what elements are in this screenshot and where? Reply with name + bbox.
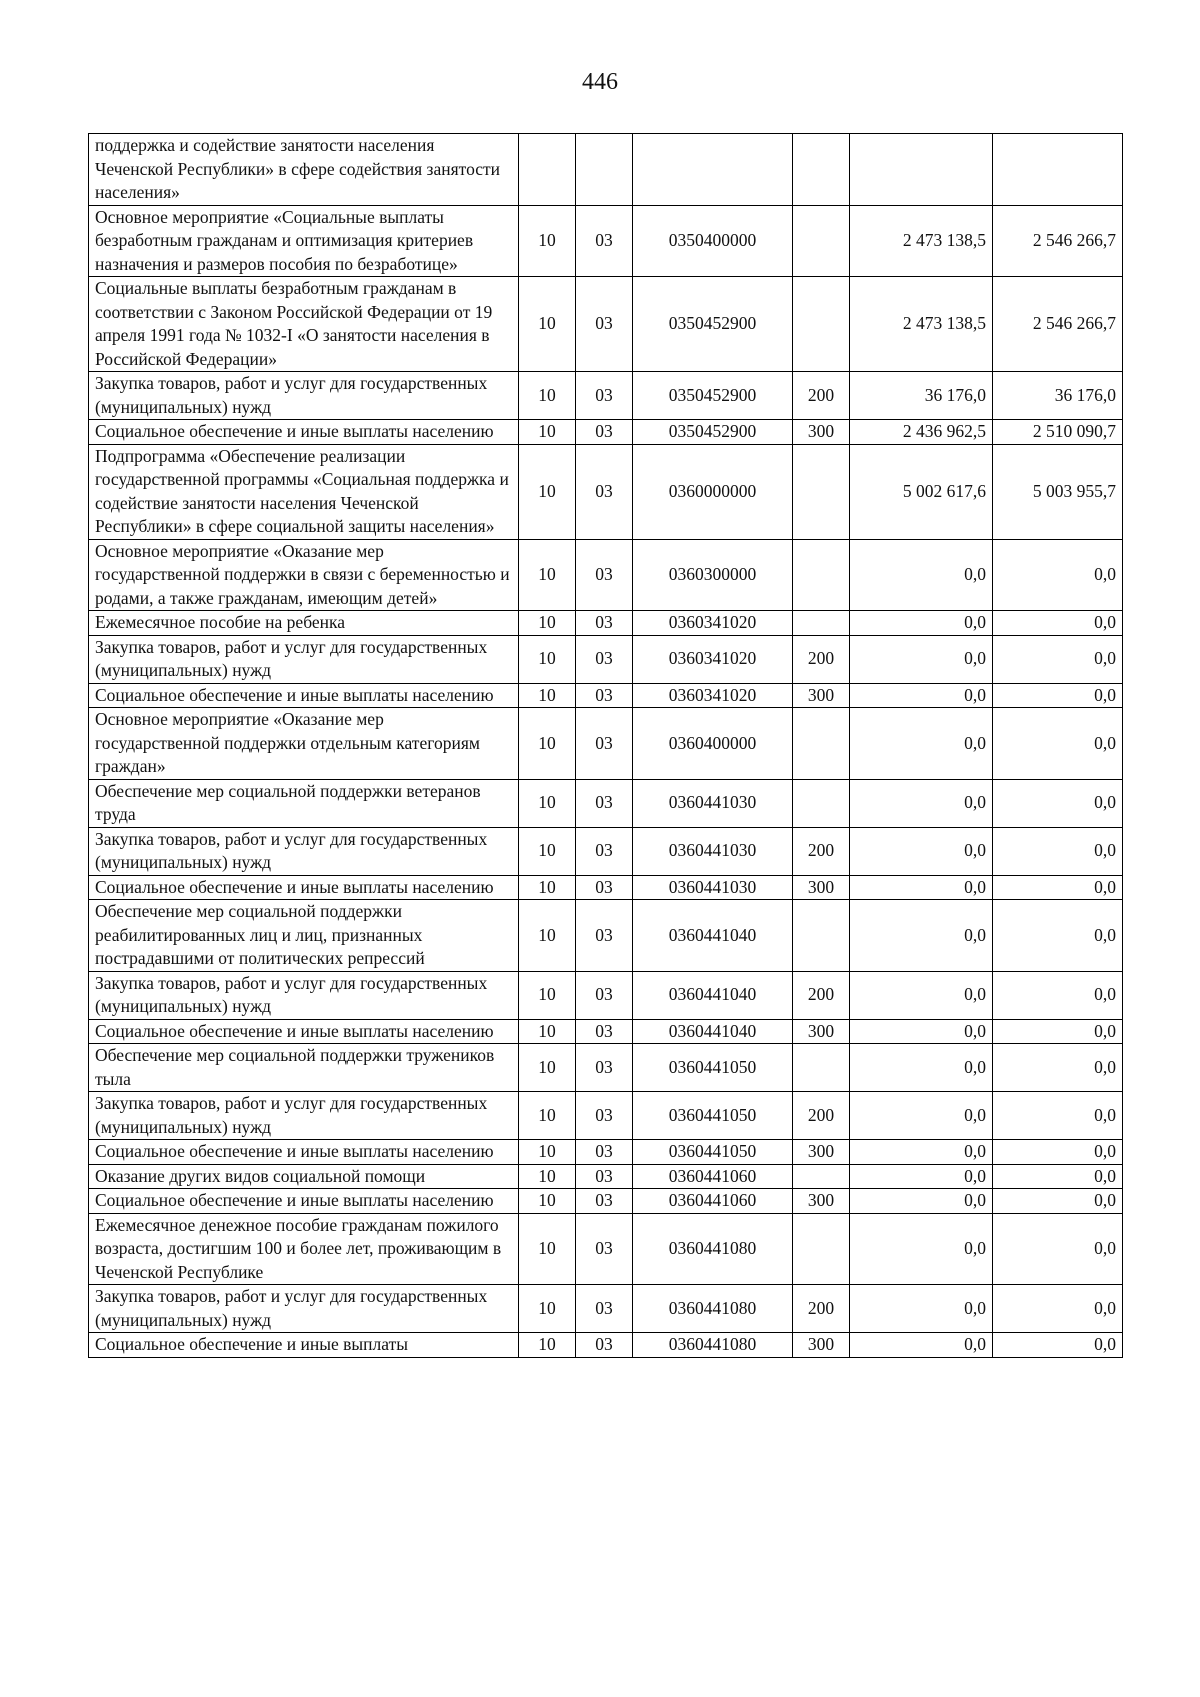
target-article-cell <box>633 134 793 206</box>
amount-year2-cell: 0,0 <box>993 1140 1123 1165</box>
item-name-cell: Ежемесячное пособие на ребенка <box>89 611 519 636</box>
expense-type-cell: 200 <box>793 971 850 1019</box>
table-row <box>89 205 1123 277</box>
subsection-code-cell <box>576 134 633 206</box>
item-name-cell: Основное мероприятие «Оказание мер государственной поддержки отдельным категориям граждан» <box>89 708 519 780</box>
subsection-code-cell: 03 <box>576 1164 633 1189</box>
table-row <box>89 635 1123 683</box>
amount-year1-cell: 0,0 <box>850 827 993 875</box>
expense-type-cell <box>793 539 850 611</box>
item-name-cell: Социальное обеспечение и иные выплаты населению <box>89 875 519 900</box>
budget-table-body <box>89 134 1123 1358</box>
item-name-cell: Социальное обеспечение и иные выплаты населению <box>89 420 519 445</box>
target-article-cell: 0360441050 <box>633 1092 793 1140</box>
target-article-cell: 0360441060 <box>633 1189 793 1214</box>
subsection-code-cell: 03 <box>576 779 633 827</box>
table-row <box>89 1285 1123 1333</box>
amount-year2-cell: 0,0 <box>993 1164 1123 1189</box>
table-row <box>89 971 1123 1019</box>
amount-year1-cell: 0,0 <box>850 1213 993 1285</box>
amount-year1-cell: 0,0 <box>850 1285 993 1333</box>
section-code-cell: 10 <box>519 1092 576 1140</box>
target-article-cell: 0350400000 <box>633 205 793 277</box>
amount-year1-cell: 0,0 <box>850 683 993 708</box>
amount-year2-cell: 0,0 <box>993 683 1123 708</box>
expense-type-cell: 300 <box>793 1189 850 1214</box>
amount-year2-cell: 0,0 <box>993 827 1123 875</box>
item-name-cell: Социальное обеспечение и иные выплаты населению <box>89 1189 519 1214</box>
table-row <box>89 900 1123 972</box>
table-row <box>89 875 1123 900</box>
item-name-cell: Закупка товаров, работ и услуг для государственных (муниципальных) нужд <box>89 372 519 420</box>
table-row <box>89 1213 1123 1285</box>
target-article-cell: 0360441080 <box>633 1285 793 1333</box>
target-article-cell: 0360000000 <box>633 444 793 539</box>
section-code-cell <box>519 134 576 206</box>
amount-year1-cell: 0,0 <box>850 1019 993 1044</box>
item-name-cell: Социальные выплаты безработным гражданам в соответствии с Законом Российской Федерации от 19 апреля 1991 года № 1032-I «О занятости населения в Российской Федерации» <box>89 277 519 372</box>
subsection-code-cell: 03 <box>576 1213 633 1285</box>
amount-year1-cell: 0,0 <box>850 779 993 827</box>
section-code-cell: 10 <box>519 444 576 539</box>
section-code-cell: 10 <box>519 1164 576 1189</box>
amount-year1-cell: 0,0 <box>850 1140 993 1165</box>
expense-type-cell: 300 <box>793 1019 850 1044</box>
target-article-cell: 0350452900 <box>633 277 793 372</box>
subsection-code-cell: 03 <box>576 277 633 372</box>
amount-year2-cell: 0,0 <box>993 1092 1123 1140</box>
table-row <box>89 827 1123 875</box>
target-article-cell: 0360400000 <box>633 708 793 780</box>
amount-year1-cell: 0,0 <box>850 635 993 683</box>
amount-year2-cell: 0,0 <box>993 539 1123 611</box>
expense-type-cell: 200 <box>793 1092 850 1140</box>
target-article-cell: 0350452900 <box>633 372 793 420</box>
section-code-cell: 10 <box>519 277 576 372</box>
subsection-code-cell: 03 <box>576 1189 633 1214</box>
amount-year1-cell: 0,0 <box>850 539 993 611</box>
expense-type-cell: 200 <box>793 1285 850 1333</box>
amount-year1-cell: 0,0 <box>850 1044 993 1092</box>
target-article-cell: 0360441050 <box>633 1044 793 1092</box>
target-article-cell: 0360441030 <box>633 875 793 900</box>
expense-type-cell: 300 <box>793 1140 850 1165</box>
expense-type-cell: 300 <box>793 875 850 900</box>
section-code-cell: 10 <box>519 708 576 780</box>
amount-year2-cell <box>993 134 1123 206</box>
target-article-cell: 0360441080 <box>633 1333 793 1358</box>
section-code-cell: 10 <box>519 1140 576 1165</box>
amount-year2-cell: 0,0 <box>993 611 1123 636</box>
amount-year1-cell: 0,0 <box>850 1189 993 1214</box>
table-row <box>89 420 1123 445</box>
item-name-cell: Закупка товаров, работ и услуг для государственных (муниципальных) нужд <box>89 827 519 875</box>
section-code-cell: 10 <box>519 683 576 708</box>
subsection-code-cell: 03 <box>576 444 633 539</box>
amount-year2-cell: 2 546 266,7 <box>993 205 1123 277</box>
subsection-code-cell: 03 <box>576 875 633 900</box>
section-code-cell: 10 <box>519 1333 576 1358</box>
table-row <box>89 1189 1123 1214</box>
budget-table <box>88 133 1123 1358</box>
amount-year2-cell: 0,0 <box>993 900 1123 972</box>
item-name-cell: Закупка товаров, работ и услуг для государственных (муниципальных) нужд <box>89 971 519 1019</box>
item-name-cell: Социальное обеспечение и иные выплаты населению <box>89 1140 519 1165</box>
amount-year2-cell: 5 003 955,7 <box>993 444 1123 539</box>
section-code-cell: 10 <box>519 1189 576 1214</box>
target-article-cell: 0360441040 <box>633 900 793 972</box>
amount-year2-cell: 0,0 <box>993 1285 1123 1333</box>
table-row <box>89 1164 1123 1189</box>
item-name-cell: Основное мероприятие «Социальные выплаты безработным гражданам и оптимизация критериев назначения и размеров пособия по безработице» <box>89 205 519 277</box>
table-row <box>89 683 1123 708</box>
subsection-code-cell: 03 <box>576 1140 633 1165</box>
amount-year2-cell: 0,0 <box>993 971 1123 1019</box>
amount-year2-cell: 0,0 <box>993 875 1123 900</box>
subsection-code-cell: 03 <box>576 205 633 277</box>
target-article-cell: 0360441030 <box>633 827 793 875</box>
item-name-cell: Закупка товаров, работ и услуг для государственных (муниципальных) нужд <box>89 1285 519 1333</box>
item-name-cell: Подпрограмма «Обеспечение реализации государственной программы «Социальная поддержка и содействие занятости населения Чеченской Республики» в сфере социальной защиты населения» <box>89 444 519 539</box>
subsection-code-cell: 03 <box>576 900 633 972</box>
amount-year1-cell <box>850 134 993 206</box>
expense-type-cell: 300 <box>793 683 850 708</box>
target-article-cell: 0360441050 <box>633 1140 793 1165</box>
amount-year1-cell: 0,0 <box>850 971 993 1019</box>
table-row <box>89 539 1123 611</box>
amount-year2-cell: 36 176,0 <box>993 372 1123 420</box>
table-row <box>89 708 1123 780</box>
amount-year2-cell: 0,0 <box>993 708 1123 780</box>
page-number: 446 <box>582 69 618 95</box>
expense-type-cell <box>793 1164 850 1189</box>
table-row <box>89 1140 1123 1165</box>
amount-year2-cell: 0,0 <box>993 779 1123 827</box>
target-article-cell: 0360441080 <box>633 1213 793 1285</box>
subsection-code-cell: 03 <box>576 1044 633 1092</box>
expense-type-cell <box>793 1044 850 1092</box>
item-name-cell: Закупка товаров, работ и услуг для государственных (муниципальных) нужд <box>89 635 519 683</box>
section-code-cell: 10 <box>519 971 576 1019</box>
subsection-code-cell: 03 <box>576 1285 633 1333</box>
section-code-cell: 10 <box>519 205 576 277</box>
item-name-cell: Оказание других видов социальной помощи <box>89 1164 519 1189</box>
item-name-cell: Социальное обеспечение и иные выплаты населению <box>89 683 519 708</box>
target-article-cell: 0350452900 <box>633 420 793 445</box>
target-article-cell: 0360300000 <box>633 539 793 611</box>
expense-type-cell <box>793 277 850 372</box>
expense-type-cell <box>793 444 850 539</box>
table-row <box>89 1092 1123 1140</box>
table-row <box>89 611 1123 636</box>
item-name-cell: Закупка товаров, работ и услуг для государственных (муниципальных) нужд <box>89 1092 519 1140</box>
subsection-code-cell: 03 <box>576 827 633 875</box>
subsection-code-cell: 03 <box>576 1333 633 1358</box>
amount-year2-cell: 0,0 <box>993 1189 1123 1214</box>
amount-year2-cell: 2 546 266,7 <box>993 277 1123 372</box>
table-row <box>89 372 1123 420</box>
amount-year1-cell: 0,0 <box>850 611 993 636</box>
amount-year1-cell: 0,0 <box>850 1164 993 1189</box>
amount-year1-cell: 5 002 617,6 <box>850 444 993 539</box>
section-code-cell: 10 <box>519 1213 576 1285</box>
section-code-cell: 10 <box>519 875 576 900</box>
table-row <box>89 444 1123 539</box>
amount-year1-cell: 2 436 962,5 <box>850 420 993 445</box>
amount-year2-cell: 0,0 <box>993 635 1123 683</box>
expense-type-cell <box>793 779 850 827</box>
subsection-code-cell: 03 <box>576 1092 633 1140</box>
target-article-cell: 0360441060 <box>633 1164 793 1189</box>
item-name-cell: Обеспечение мер социальной поддержки тружеников тыла <box>89 1044 519 1092</box>
section-code-cell: 10 <box>519 1044 576 1092</box>
amount-year1-cell: 0,0 <box>850 708 993 780</box>
item-name-cell: Обеспечение мер социальной поддержки ветеранов труда <box>89 779 519 827</box>
section-code-cell: 10 <box>519 635 576 683</box>
expense-type-cell <box>793 708 850 780</box>
amount-year1-cell: 36 176,0 <box>850 372 993 420</box>
subsection-code-cell: 03 <box>576 611 633 636</box>
section-code-cell: 10 <box>519 611 576 636</box>
expense-type-cell: 300 <box>793 420 850 445</box>
section-code-cell: 10 <box>519 900 576 972</box>
subsection-code-cell: 03 <box>576 708 633 780</box>
amount-year1-cell: 0,0 <box>850 1092 993 1140</box>
section-code-cell: 10 <box>519 420 576 445</box>
item-name-cell: Социальное обеспечение и иные выплаты населению <box>89 1019 519 1044</box>
subsection-code-cell: 03 <box>576 539 633 611</box>
item-name-cell: Обеспечение мер социальной поддержки реабилитированных лиц и лиц, признанных пострадавшими от политических репрессий <box>89 900 519 972</box>
amount-year2-cell: 0,0 <box>993 1019 1123 1044</box>
subsection-code-cell: 03 <box>576 1019 633 1044</box>
section-code-cell: 10 <box>519 1019 576 1044</box>
expense-type-cell: 200 <box>793 827 850 875</box>
item-name-cell: Социальное обеспечение и иные выплаты <box>89 1333 519 1358</box>
item-name-cell: поддержка и содействие занятости населения Чеченской Республики» в сфере содействия занятости населения» <box>89 134 519 206</box>
subsection-code-cell: 03 <box>576 635 633 683</box>
table-row <box>89 1333 1123 1358</box>
section-code-cell: 10 <box>519 827 576 875</box>
amount-year2-cell: 0,0 <box>993 1213 1123 1285</box>
expense-type-cell <box>793 1213 850 1285</box>
amount-year1-cell: 0,0 <box>850 900 993 972</box>
target-article-cell: 0360441030 <box>633 779 793 827</box>
expense-type-cell <box>793 611 850 636</box>
item-name-cell: Основное мероприятие «Оказание мер государственной поддержки в связи с беременностью и родами, а также гражданам, имеющим детей» <box>89 539 519 611</box>
table-row <box>89 277 1123 372</box>
subsection-code-cell: 03 <box>576 372 633 420</box>
target-article-cell: 0360441040 <box>633 1019 793 1044</box>
subsection-code-cell: 03 <box>576 971 633 1019</box>
section-code-cell: 10 <box>519 779 576 827</box>
target-article-cell: 0360341020 <box>633 635 793 683</box>
amount-year1-cell: 2 473 138,5 <box>850 277 993 372</box>
item-name-cell: Ежемесячное денежное пособие гражданам пожилого возраста, достигшим 100 и более лет, проживающим в Чеченской Республике <box>89 1213 519 1285</box>
subsection-code-cell: 03 <box>576 683 633 708</box>
section-code-cell: 10 <box>519 1285 576 1333</box>
section-code-cell: 10 <box>519 372 576 420</box>
target-article-cell: 0360341020 <box>633 611 793 636</box>
expense-type-cell <box>793 900 850 972</box>
amount-year2-cell: 0,0 <box>993 1044 1123 1092</box>
expense-type-cell <box>793 134 850 206</box>
expense-type-cell: 200 <box>793 372 850 420</box>
table-row <box>89 779 1123 827</box>
target-article-cell: 0360441040 <box>633 971 793 1019</box>
target-article-cell: 0360341020 <box>633 683 793 708</box>
amount-year2-cell: 2 510 090,7 <box>993 420 1123 445</box>
amount-year1-cell: 0,0 <box>850 875 993 900</box>
table-row <box>89 1044 1123 1092</box>
table-row <box>89 134 1123 206</box>
expense-type-cell <box>793 205 850 277</box>
amount-year1-cell: 2 473 138,5 <box>850 205 993 277</box>
amount-year1-cell: 0,0 <box>850 1333 993 1358</box>
table-row <box>89 1019 1123 1044</box>
expense-type-cell: 200 <box>793 635 850 683</box>
subsection-code-cell: 03 <box>576 420 633 445</box>
amount-year2-cell: 0,0 <box>993 1333 1123 1358</box>
section-code-cell: 10 <box>519 539 576 611</box>
expense-type-cell: 300 <box>793 1333 850 1358</box>
